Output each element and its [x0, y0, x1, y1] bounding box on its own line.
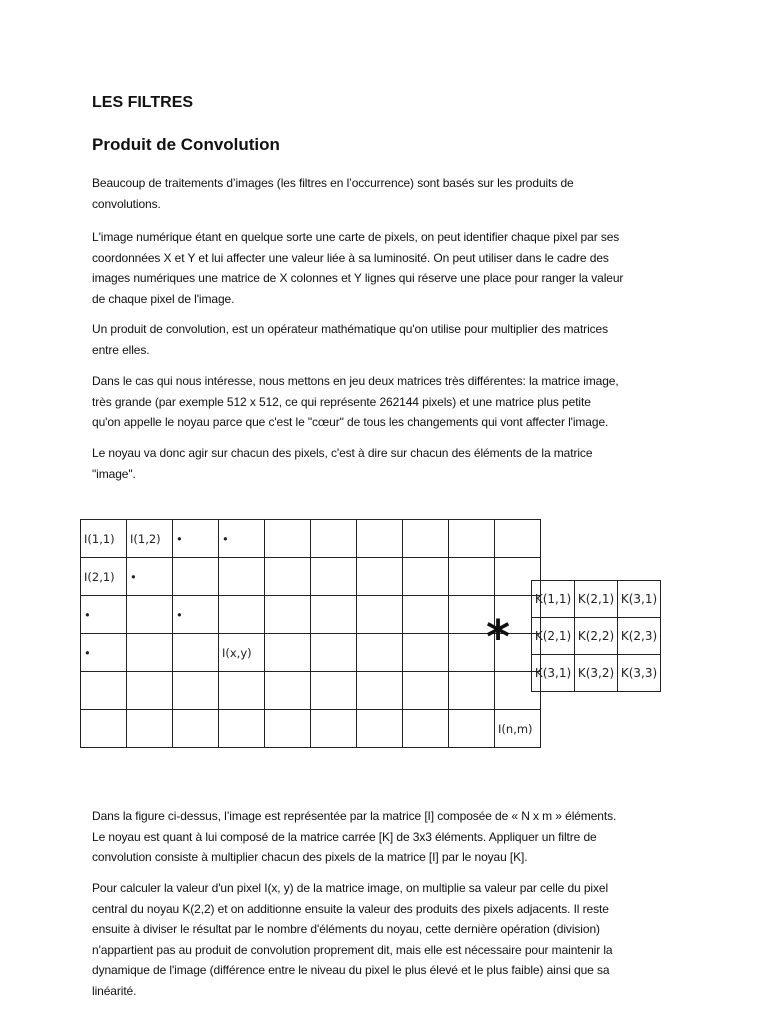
image-matrix-cell [173, 710, 219, 748]
image-matrix-cell [449, 520, 495, 558]
image-matrix-cell [265, 558, 311, 596]
paragraph-kernel [92, 443, 692, 484]
image-matrix-cell: I(n,m) [495, 710, 541, 748]
matrix-row [81, 710, 541, 748]
image-matrix-cell [127, 710, 173, 748]
image-matrix-cell [403, 520, 449, 558]
text-line: images numériques une matrice de X colonnes et Y lignes qui réserve une place pour ranger la valeur [92, 271, 624, 285]
text-line: qu'on appelle le noyau parce que c'est le "cœur" de tous les changements qui vont affecter l'image. [92, 415, 609, 429]
text-line: Le noyau est quant à lui composé de la matrice carrée [K] de 3x3 éléments. Appliquer un filtre de [92, 829, 597, 844]
image-matrix-cell [357, 710, 403, 748]
image-matrix-cell: • [81, 634, 127, 672]
matrix-row [81, 672, 541, 710]
image-matrix-cell [219, 558, 265, 596]
image-matrix-cell: • [81, 596, 127, 634]
section-title: Produit de Convolution [92, 135, 280, 154]
convolution-operator: * [486, 610, 511, 664]
kernel-matrix-figure [531, 580, 661, 692]
text-line: "image". [92, 466, 136, 481]
paragraph-computation [92, 878, 692, 1001]
kernel-matrix-cell: K(2,3) [618, 618, 661, 655]
text-line: convolutions. [92, 196, 161, 211]
image-matrix-cell [357, 672, 403, 710]
image-matrix-cell [173, 558, 219, 596]
kernel-matrix-cell: K(3,1) [532, 655, 575, 692]
image-matrix-cell: • [127, 558, 173, 596]
image-matrix-cell [265, 634, 311, 672]
image-matrix-cell [127, 596, 173, 634]
image-matrix-cell: I(x,y) [219, 634, 265, 672]
text-line: convolution consiste à multiplier chacun des pixels de la matrice [I] par le noyau [K]. [92, 850, 528, 864]
image-matrix-cell [357, 520, 403, 558]
kernel-matrix-cell: K(1,1) [532, 581, 575, 618]
image-matrix-cell: • [173, 520, 219, 558]
image-matrix-cell [219, 710, 265, 748]
text-line: coordonnées X et Y et lui affecter une valeur liée à sa luminosité. On peut utiliser dans le cadre des [92, 250, 609, 265]
matrix-row [81, 558, 541, 596]
image-matrix-cell [311, 520, 357, 558]
image-matrix-cell [311, 558, 357, 596]
matrix-row [532, 581, 661, 618]
image-matrix-cell [219, 596, 265, 634]
image-matrix-cell [265, 672, 311, 710]
kernel-matrix-cell: K(2,1) [532, 618, 575, 655]
image-matrix-cell [265, 520, 311, 558]
image-matrix-cell [495, 520, 541, 558]
image-matrix-cell [81, 672, 127, 710]
image-matrix-cell [311, 672, 357, 710]
text-line: très grande (par exemple 512 x 512, ce qui représente 262144 pixels) et une matrice plus petite [92, 394, 591, 409]
image-matrix-cell: I(1,2) [127, 520, 173, 558]
image-matrix-cell [449, 558, 495, 596]
image-matrix-cell [403, 672, 449, 710]
image-matrix-cell [357, 596, 403, 634]
paragraph-operator [92, 319, 692, 360]
kernel-matrix-cell: K(2,2) [575, 618, 618, 655]
matrix-row [532, 618, 661, 655]
matrix-row [81, 596, 541, 634]
kernel-matrix-cell: K(3,1) [618, 581, 661, 618]
image-matrix-cell [81, 710, 127, 748]
image-matrix-figure [80, 519, 541, 748]
text-line: n'appartient pas au produit de convolution proprement dit, mais elle est nécessaire pour maintenir la [92, 942, 613, 957]
text-line: Pour calculer la valeur d'un pixel I(x, y) de la matrice image, on multiplie sa valeur par celle du pixel [92, 881, 609, 895]
image-matrix-cell [219, 672, 265, 710]
image-matrix-cell [403, 596, 449, 634]
kernel-matrix-cell: K(3,3) [618, 655, 661, 692]
image-matrix-cell [265, 710, 311, 748]
image-matrix-cell [127, 672, 173, 710]
text-line: Beaucoup de traitements d’images (les filtres en l’occurrence) sont basés sur les produits de [92, 176, 574, 190]
paragraph-intro [92, 173, 692, 214]
image-matrix-cell [311, 710, 357, 748]
image-matrix-cell [127, 634, 173, 672]
text-line: Dans la figure ci-dessus, l’image est représentée par la matrice [I] composée de « N x m » éléments. [92, 809, 617, 823]
text-line: central du noyau K(2,2) et on additionne ensuite la valeur des produits des pixels adjacents. Il reste [92, 901, 609, 916]
paragraph-matrices [92, 371, 692, 433]
text-line: Dans le cas qui nous intéresse, nous mettons en jeu deux matrices très différentes: la matrice image, [92, 374, 619, 388]
image-matrix-cell [311, 596, 357, 634]
text-line: dynamique de l'image (différence entre le niveau du pixel le plus élevé et le plus faible) ainsi que sa [92, 963, 610, 977]
image-matrix-cell [357, 634, 403, 672]
image-matrix-cell: • [173, 596, 219, 634]
matrix-row [81, 520, 541, 558]
image-matrix-cell [311, 634, 357, 672]
image-matrix-cell [403, 710, 449, 748]
text-line: entre elles. [92, 342, 150, 357]
image-matrix-cell [449, 710, 495, 748]
kernel-matrix-cell: K(3,2) [575, 655, 618, 692]
image-matrix-cell [173, 634, 219, 672]
kernel-matrix-cell: K(2,1) [575, 581, 618, 618]
text-line: linéarité. [92, 983, 137, 998]
text-line: de chaque pixel de l'image. [92, 291, 235, 306]
image-matrix-cell: I(2,1) [81, 558, 127, 596]
image-matrix-cell: I(1,1) [81, 520, 127, 558]
image-matrix-cell [173, 672, 219, 710]
paragraph-pixels [92, 227, 692, 309]
paragraph-figure-explanation [92, 806, 692, 868]
image-matrix-cell [403, 634, 449, 672]
matrix-row [81, 634, 541, 672]
text-line: Le noyau va donc agir sur chacun des pixels, c'est à dire sur chacun des éléments de la matrice [92, 446, 593, 460]
matrix-row [532, 655, 661, 692]
image-matrix-cell: • [219, 520, 265, 558]
image-matrix-cell [265, 596, 311, 634]
text-line: L'image numérique étant en quelque sorte une carte de pixels, on peut identifier chaque pixel par ses [92, 230, 620, 244]
text-line: Un produit de convolution, est un opérateur mathématique qu'on utilise pour multiplier des matrices [92, 322, 609, 336]
image-matrix-cell [449, 672, 495, 710]
image-matrix-cell [403, 558, 449, 596]
image-matrix-cell [357, 558, 403, 596]
page-title: LES FILTRES [92, 94, 194, 111]
text-line: ensuite à diviser le résultat par le nombre d'éléments du noyau, cette dernière opération (division) [92, 922, 600, 936]
